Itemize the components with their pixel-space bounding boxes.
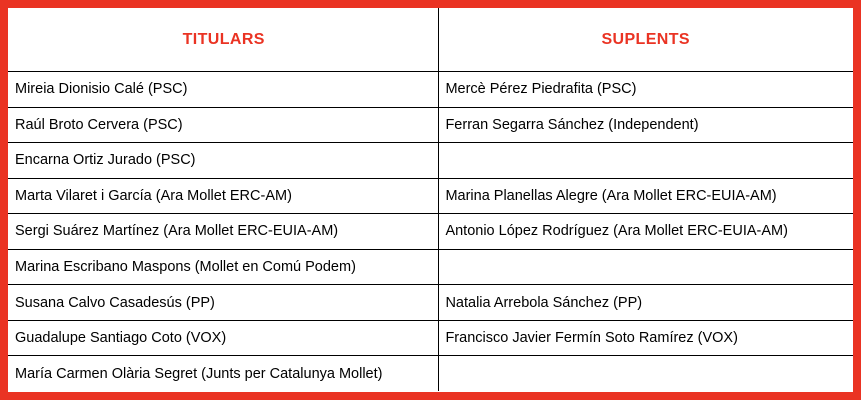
members-table — [8, 8, 853, 392]
cell-suplent: Antonio López Rodríguez (Ara Mollet ERC-EUIA-AM) — [439, 214, 853, 250]
table-row — [9, 356, 853, 392]
cell-titular: Encarna Ortiz Jurado (PSC) — [9, 143, 439, 179]
cell-suplent: Mercè Pérez Piedrafita (PSC) — [439, 72, 853, 108]
cell-suplent — [439, 356, 853, 392]
cell-suplent: Natalia Arrebola Sánchez (PP) — [439, 285, 853, 321]
cell-titular: Mireia Dionisio Calé (PSC) — [9, 72, 439, 108]
table-header-row — [9, 9, 853, 72]
cell-suplent: Marina Planellas Alegre (Ara Mollet ERC-EUIA-AM) — [439, 178, 853, 214]
table-row — [9, 107, 853, 143]
document-page — [8, 8, 853, 392]
table-row — [9, 72, 853, 108]
column-header-suplents: SUPLENTS — [439, 9, 853, 72]
cell-titular: María Carmen Olària Segret (Junts per Catalunya Mollet) — [9, 356, 439, 392]
cell-suplent: Ferran Segarra Sánchez (Independent) — [439, 107, 853, 143]
table-header — [9, 9, 853, 72]
table-row — [9, 249, 853, 285]
table-row — [9, 285, 853, 321]
cell-titular: Sergi Suárez Martínez (Ara Mollet ERC-EUIA-AM) — [9, 214, 439, 250]
column-header-titulars: TITULARS — [9, 9, 439, 72]
cell-titular: Guadalupe Santiago Coto (VOX) — [9, 320, 439, 356]
table-row — [9, 178, 853, 214]
table-body — [9, 72, 853, 392]
cell-titular: Raúl Broto Cervera (PSC) — [9, 107, 439, 143]
cell-titular: Susana Calvo Casadesús (PP) — [9, 285, 439, 321]
table-row — [9, 214, 853, 250]
table-row — [9, 143, 853, 179]
table-row — [9, 320, 853, 356]
cell-suplent — [439, 143, 853, 179]
cell-suplent: Francisco Javier Fermín Soto Ramírez (VOX) — [439, 320, 853, 356]
cell-titular: Marina Escribano Maspons (Mollet en Comú Podem) — [9, 249, 439, 285]
cell-titular: Marta Vilaret i García (Ara Mollet ERC-AM) — [9, 178, 439, 214]
cell-suplent — [439, 249, 853, 285]
